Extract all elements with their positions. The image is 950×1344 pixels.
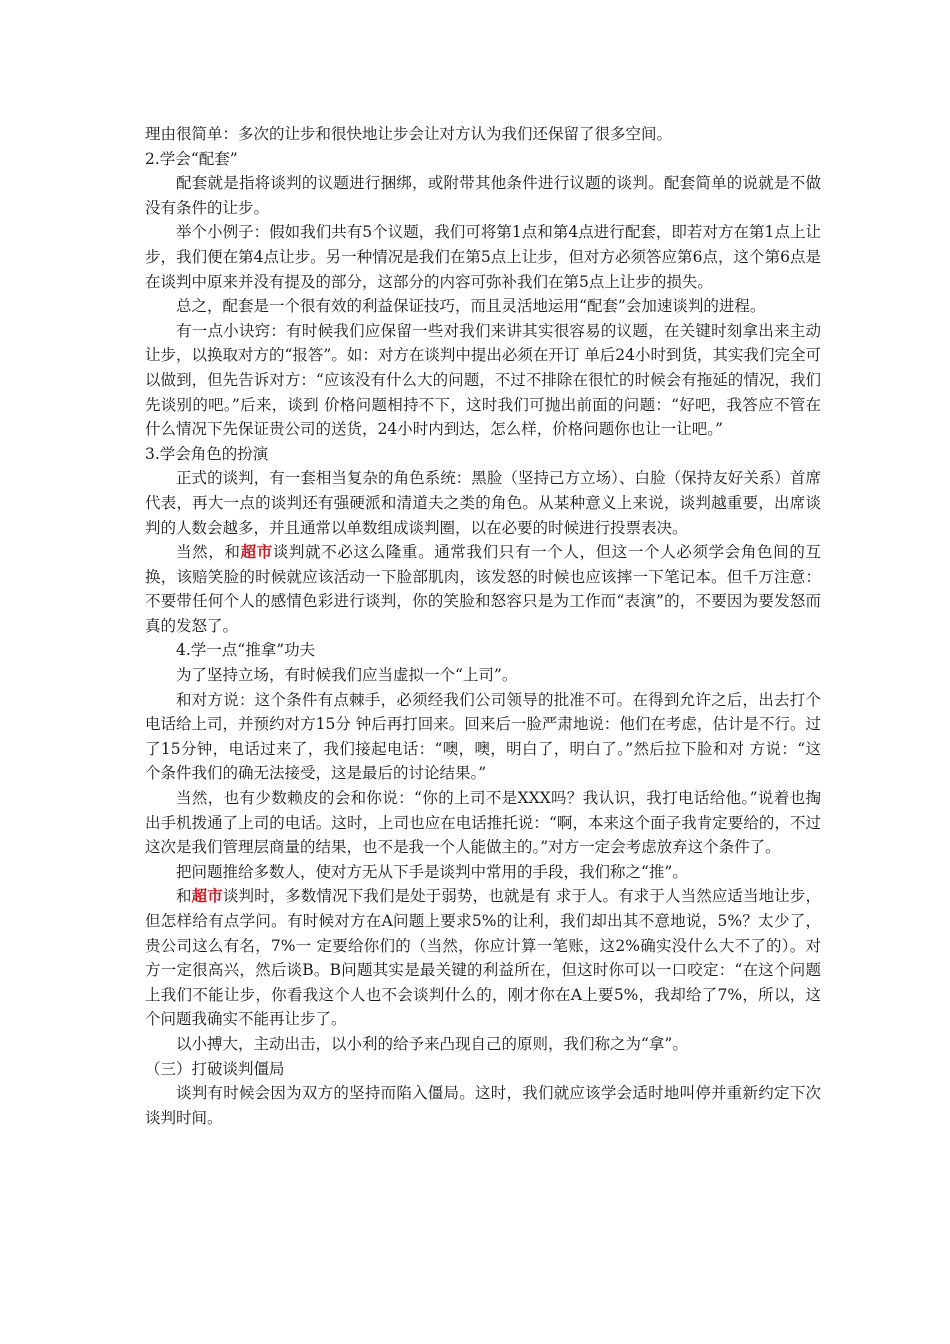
paragraph: 配套就是指将谈判的议题进行捆绑，或附带其他条件进行议题的谈判。配套简单的说就是不做没有条件的让步。 bbox=[145, 174, 821, 217]
paragraph: 把问题推给多数人，使对方无从下手是谈判中常用的手段，我们称之“推”。 bbox=[176, 862, 688, 881]
paragraph bbox=[145, 884, 821, 1032]
highlighted-keyword-link[interactable]: 超市 bbox=[191, 886, 223, 906]
paragraph: 正式的谈判，有一套相当复杂的角色系统：黑脸（坚持己方立场）、白脸（保持友好关系）首席代表，再大一点的谈判还有强硬派和清道夫之类的角色。从某种意义上来说，谈判越重要，出席谈判的人数会越多，并且通常以单数组成谈判圈，以在必要的时候进行投票表决。 bbox=[145, 469, 821, 537]
paragraph-text: 和 bbox=[176, 887, 192, 906]
paragraph: 谈判有时候会因为双方的坚持而陷入僵局。这时，我们就应该学会适时地叫停并重新约定下次谈判时间。 bbox=[145, 1084, 821, 1127]
paragraph-text: 谈判就不必这么隆重。通常我们只有一个人，但这一个人必须学会角色间的互换，该赔笑脸的时候就应该活动一下脸部肌肉，该发怒的时候也应该摔一下笔记本。但千万注意：不要带任何个人的感情色彩进行谈判，你的笑脸和怒容只是为工作而“表演”的，不要因为要发怒而真的发怒了。 bbox=[145, 543, 821, 635]
section-heading: 2.学会“配套” bbox=[145, 149, 238, 168]
paragraph bbox=[145, 540, 821, 638]
paragraph: 总之，配套是一个很有效的利益保证技巧，而且灵活地运用“配套”会加速谈判的进程。 bbox=[176, 297, 766, 316]
paragraph: 和对方说：这个条件有点棘手，必须经我们公司领导的批准不可。在得到允许之后，出去打个电话给上司，并预约对方15分 钟后再打回来。回来后一脸严肃地说：他们在考虑，估计是不行。过了15分钟，电话过来了，我们接起电话：“噢，噢，明白了，明白了。”然后拉下脸和对 方说：“这个条件我们的确无法接受，这是最后的讨论结果。” bbox=[145, 690, 821, 783]
highlighted-keyword-link[interactable]: 超市 bbox=[240, 542, 273, 562]
section-heading: （三）打破谈判僵局 bbox=[145, 1059, 285, 1078]
paragraph: 以小搏大，主动出击，以小利的给予来凸现自己的原则，我们称之为“拿”。 bbox=[176, 1034, 688, 1053]
paragraph-text: 谈判时，多数情况下我们是处于弱势，也就是有 求于人。有求于人当然应适当地让步，但怎样给有点学问。有时候对方在A问题上要求5%的让利，我们却出其不意地说，5%？太少了，贵公司这么有名，7%一 定要给你们的（当然，你应计算一笔账，这2%确实没什么大不了的）。对方一定很高兴，然后谈B。B问题其实是最关键的利益所在，但这时你可以一口咬定：“在这个问题上我们不能让步，你看我这个人也不会谈判什么的，刚才你在A上要5%，我却给了7%，所以，这个问题我确实不能再让步了。 bbox=[145, 887, 821, 1029]
paragraph: 举个小例子：假如我们共有5个议题，我们可将第1点和第4点进行配套，即若对方在第1点上让步，我们便在第4点让步。另一种情况是我们在第5点上让步，但对方必须答应第6点，这个第6点是在谈判中原来并没有提及的部分，这部分的内容可弥补我们在第5点上让步的损失。 bbox=[145, 223, 821, 291]
section-heading: 3.学会角色的扮演 bbox=[145, 444, 269, 463]
paragraph: 当然，也有少数赖皮的会和你说：“你的上司不是XXX吗？我认识，我打电话给他。”说着也掏出手机拨通了上司的电话。这时，上司也应在电话推托说：“啊，本来这个面子我肯定要给的，不过这次是我们管理层商量的结果，也不是我一个人能做主的。”对方一定会考虑放弃这个条件了。 bbox=[145, 789, 821, 857]
paragraph: 为了坚持立场，有时候我们应当虚拟一个“上司”。 bbox=[176, 666, 518, 685]
section-heading: 4.学一点“推拿”功夫 bbox=[176, 641, 316, 660]
paragraph: 有一点小诀窍：有时候我们应保留一些对我们来讲其实很容易的议题，在关键时刻拿出来主动让步，以换取对方的“报答”。如：对方在谈判中提出必须在开订 单后24小时到货，其实我们完全可以做到，但先告诉对方：“应该没有什么大的问题，不过不排除在很忙的时候会有拖延的情况，我们先谈别的吧。”后来，谈到 价格问题相持不下，这时我们可抛出前面的问题：“好吧，我答应不管在什么情况下先保证贵公司的送货，24小时内到达，怎么样，价格问题你也让一让吧。” bbox=[145, 321, 822, 439]
paragraph: 理由很简单：多次的让步和很快地让步会让对方认为我们还保留了很多空间。 bbox=[145, 125, 673, 143]
document-body bbox=[145, 122, 821, 1130]
paragraph-text: 当然，和 bbox=[176, 543, 241, 562]
